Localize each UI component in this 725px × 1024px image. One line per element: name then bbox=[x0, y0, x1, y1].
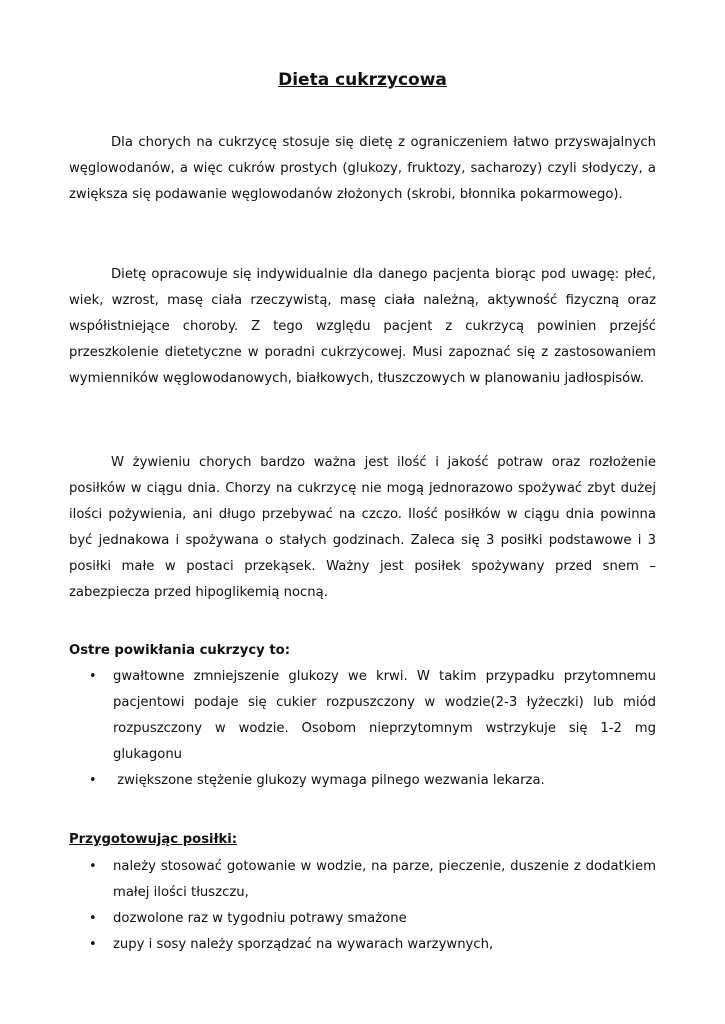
list-item-text: zwiększone stężenie glukozy wymaga pilnego wezwania lekarza. bbox=[113, 773, 545, 788]
bullet-icon: • bbox=[89, 669, 97, 684]
bullet-icon: • bbox=[89, 773, 97, 788]
list-item-text: zupy i sosy należy sporządzać na wywarach warzywnych, bbox=[113, 937, 494, 952]
list-item bbox=[69, 854, 656, 906]
document-title: Dieta cukrzycowa bbox=[278, 70, 447, 90]
paragraph-individual-diet: Dietę opracowuje się indywidualnie dla danego pacjenta biorąc pod uwagę: płeć, wiek, wzrost, masę ciała rzeczywistą, masę ciała należną, aktywność fizyczną oraz współistniejące choroby. Z tego względu pacjent z cukrzycą powinien przejść przeszkolenie dietetyczne w poradni cukrzycowej. Musi zapoznać się z zastosowaniem wymienników węglowodanowych, białkowych, tłuszczowych w planowaniu jadłospisów. bbox=[69, 267, 656, 386]
bullet-icon: • bbox=[89, 859, 97, 874]
bullet-icon: • bbox=[89, 911, 97, 926]
bullet-icon: • bbox=[89, 937, 97, 952]
list-item-text: dozwolone raz w tygodniu potrawy smażone bbox=[113, 911, 407, 926]
list-item-text: gwałtowne zmniejszenie glukozy we krwi. W takim przypadku przytomnemu pacjentowi podaje się cukier rozpuszczony w wodzie(2-3 łyżeczki) lub miód rozpuszczony w wodzie. Osobom nieprzytomnym wstrzykuje się 1-2 mg glukagonu bbox=[113, 669, 656, 762]
list-item bbox=[69, 664, 656, 768]
list-item bbox=[69, 932, 656, 958]
paragraph-meal-schedule: W żywieniu chorych bardzo ważna jest ilość i jakość potraw oraz rozłożenie posiłków w ciągu dnia. Chorzy na cukrzycę nie mogą jednorazowo spożywać zbyt dużej ilości pożywienia, ani długo przebywać na czczo. Ilość posiłków w ciągu dnia powinna być jednakowa i spożywana o stałych godzinach. Zaleca się 3 posiłki podstawowe i 3 posiłki małe w postaci przekąsek. Ważny jest posiłek spożywany przed snem – zabezpiecza przed hipoglikemią nocną. bbox=[69, 455, 656, 600]
list-item-text: należy stosować gotowanie w wodzie, na parze, pieczenie, duszenie z dodatkiem małej ilości tłuszczu, bbox=[113, 859, 656, 900]
list-item bbox=[69, 906, 656, 932]
list-item bbox=[69, 768, 656, 794]
paragraph-intro: Dla chorych na cukrzycę stosuje się dietę z ograniczeniem łatwo przyswajalnych węglowodanów, a więc cukrów prostych (glukozy, fruktozy, sacharozy) czyli słodyczy, a zwiększa się podawanie węglowodanów złożonych (skrobi, błonnika pokarmowego). bbox=[69, 135, 656, 202]
section-heading-meal-preparation: Przygotowując posiłki: bbox=[69, 832, 238, 847]
complications-list bbox=[69, 664, 656, 794]
section-heading-complications: Ostre powikłania cukrzycy to: bbox=[69, 643, 290, 658]
meal-preparation-list bbox=[69, 854, 656, 958]
